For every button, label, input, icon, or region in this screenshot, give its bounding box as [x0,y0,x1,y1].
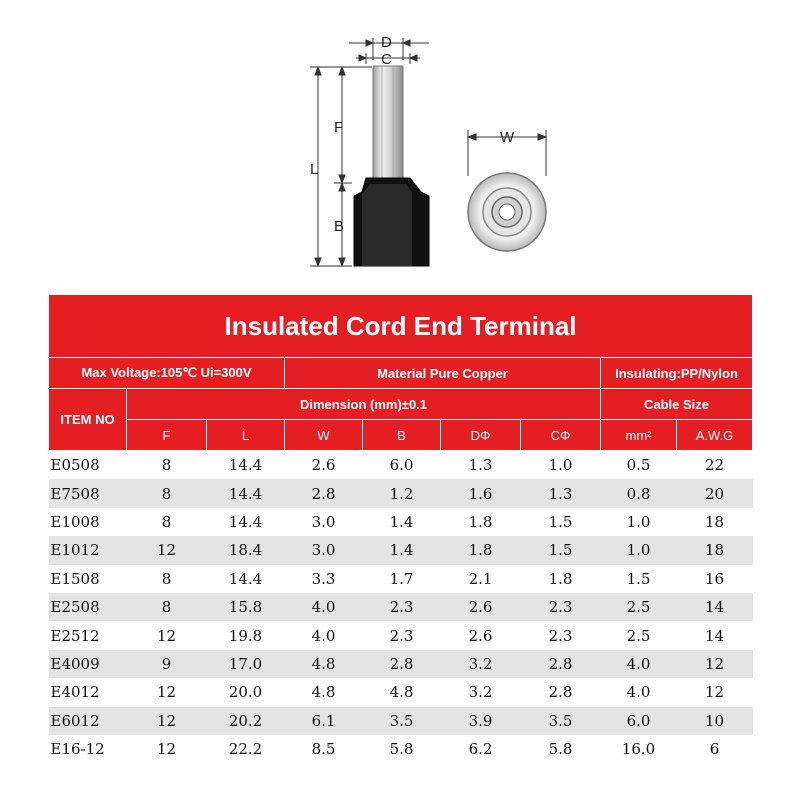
cell-d-phi: 3.2 [441,650,521,678]
cell-awg: 14 [704,626,725,645]
cell-item-no: E1012 [49,536,127,564]
terminal-diagram [0,0,800,290]
cell-w: 8.5 [311,740,336,759]
cell-l: 20.2 [207,707,285,735]
cell-l: 18.4 [207,536,285,564]
cell-mm2: 1.0 [601,536,677,564]
table-row [49,536,753,564]
cell-item-no: E4012 [50,683,100,702]
table-row [49,707,753,735]
cell-item-no: E16-12 [50,740,105,759]
cell-l: 14.4 [228,512,263,531]
table-row [49,621,753,649]
cell-mm2: 2.5 [601,593,677,621]
col-header-f: F [127,420,207,451]
cell-c-phi: 1.5 [548,512,573,531]
cell-f: 12 [127,707,207,735]
cell-d-phi: 6.2 [468,740,493,759]
cell-f: 8 [161,569,172,588]
cell-w: 4.0 [311,626,336,645]
label-b: B [334,218,345,235]
cell-d-phi: 3.2 [468,683,493,702]
cell-c-phi: 1.0 [548,456,573,475]
cell-l: 14.4 [228,569,263,588]
cell-f: 8 [161,456,172,475]
cell-mm2: 4.0 [601,650,677,678]
table-row [49,593,753,621]
cell-w: 3.0 [285,536,363,564]
cell-c-phi: 1.8 [548,569,573,588]
cell-w: 4.0 [285,593,363,621]
cell-d-phi: 1.8 [468,512,493,531]
table-title: Insulated Cord End Terminal [49,295,753,358]
cell-w: 4.8 [311,683,336,702]
table-row [49,508,753,536]
cell-b: 1.2 [363,479,441,507]
cell-awg: 18 [677,536,753,564]
cell-b: 5.8 [389,740,414,759]
cell-f: 8 [127,479,207,507]
cell-mm2: 4.0 [626,683,651,702]
cell-w: 4.8 [285,650,363,678]
cell-d-phi: 2.6 [441,593,521,621]
cell-item-no: E0508 [50,456,100,475]
cell-d-phi: 1.3 [468,456,493,475]
cell-awg: 16 [704,569,725,588]
cell-l: 14.4 [207,479,285,507]
col-header-awg: A.W.G [677,420,753,451]
table-body [49,451,753,764]
cell-item-no: E7508 [49,479,127,507]
col-header-w: W [285,420,363,451]
table-row [49,565,753,593]
label-c: C [381,51,392,68]
cell-item-no: E4009 [49,650,127,678]
cell-f: 8 [161,512,172,531]
cell-w: 3.0 [311,512,336,531]
cell-d-phi: 2.6 [468,626,493,645]
col-header-l: L [207,420,285,451]
cell-b: 4.8 [389,683,414,702]
metal-tube [373,66,403,186]
cell-w: 2.8 [285,479,363,507]
cell-w: 2.6 [311,456,336,475]
cell-d-phi: 2.1 [468,569,493,588]
cell-awg: 18 [704,512,725,531]
cell-mm2: 6.0 [601,707,677,735]
dimension-header: Dimension (mm)±0.1 [127,389,601,420]
cell-c-phi: 3.5 [521,707,601,735]
cell-c-phi: 1.3 [521,479,601,507]
cell-b: 2.8 [363,650,441,678]
cell-c-phi: 2.8 [548,683,573,702]
cell-c-phi: 2.8 [521,650,601,678]
cell-item-no: E2512 [50,626,100,645]
terminal-end-view [468,173,546,251]
cell-d-phi: 1.8 [441,536,521,564]
cell-mm2: 0.5 [626,456,651,475]
label-l: L [310,161,319,178]
cell-b: 2.3 [389,626,414,645]
cell-f: 12 [156,683,177,702]
cell-b: 1.4 [389,512,414,531]
cell-c-phi: 2.3 [521,593,601,621]
cell-l: 22.2 [228,740,263,759]
spec-voltage: Max Voltage:105℃ Ui=300V [49,358,285,389]
cell-f: 9 [127,650,207,678]
cell-b: 2.3 [363,593,441,621]
col-header-b: B [363,420,441,451]
spec-table [48,294,753,763]
col-header-d-phi: DΦ [441,420,521,451]
cell-b: 1.4 [363,536,441,564]
label-f: F [334,119,344,136]
table-row [49,479,753,507]
cell-mm2: 2.5 [626,626,651,645]
cell-c-phi: 5.8 [548,740,573,759]
cell-item-no: E6012 [49,707,127,735]
table-row [49,735,753,763]
cell-f: 8 [127,593,207,621]
item-no-header: ITEM NO [49,389,127,451]
cell-l: 15.8 [207,593,285,621]
cell-d-phi: 3.9 [441,707,521,735]
label-w: W [500,129,515,146]
cell-awg: 6 [709,740,720,759]
col-header-mm2: mm² [601,420,677,451]
table-row [49,678,753,706]
col-header-c-phi: CΦ [521,420,601,451]
cell-w: 6.1 [285,707,363,735]
cell-f: 12 [156,740,177,759]
terminal-side-view [354,66,429,266]
label-d: D [381,34,392,51]
spec-insulating: Insulating:PP/Nylon [601,358,753,389]
cell-l: 19.8 [228,626,263,645]
cell-awg: 22 [704,456,725,475]
cell-awg: 20 [677,479,753,507]
cell-awg: 12 [704,683,725,702]
cell-c-phi: 2.3 [548,626,573,645]
cell-mm2: 1.0 [626,512,651,531]
cable-size-header: Cable Size [601,389,753,420]
cell-awg: 12 [677,650,753,678]
cell-mm2: 0.8 [601,479,677,507]
cell-w: 3.3 [311,569,336,588]
cell-c-phi: 1.5 [521,536,601,564]
cell-item-no: E1508 [50,569,100,588]
table-row [49,650,753,678]
cell-awg: 14 [677,593,753,621]
cell-item-no: E1008 [50,512,100,531]
cell-f: 12 [156,626,177,645]
cell-f: 12 [127,536,207,564]
cell-item-no: E2508 [49,593,127,621]
cell-b: 1.7 [389,569,414,588]
cell-mm2: 16.0 [621,740,656,759]
spec-material: Material Pure Copper [285,358,601,389]
cell-b: 6.0 [389,456,414,475]
cell-b: 3.5 [363,707,441,735]
cell-awg: 10 [677,707,753,735]
cell-d-phi: 1.6 [441,479,521,507]
table-row [49,451,753,480]
cell-mm2: 1.5 [626,569,651,588]
cell-l: 14.4 [228,456,263,475]
cell-l: 17.0 [207,650,285,678]
cell-l: 20.0 [228,683,263,702]
